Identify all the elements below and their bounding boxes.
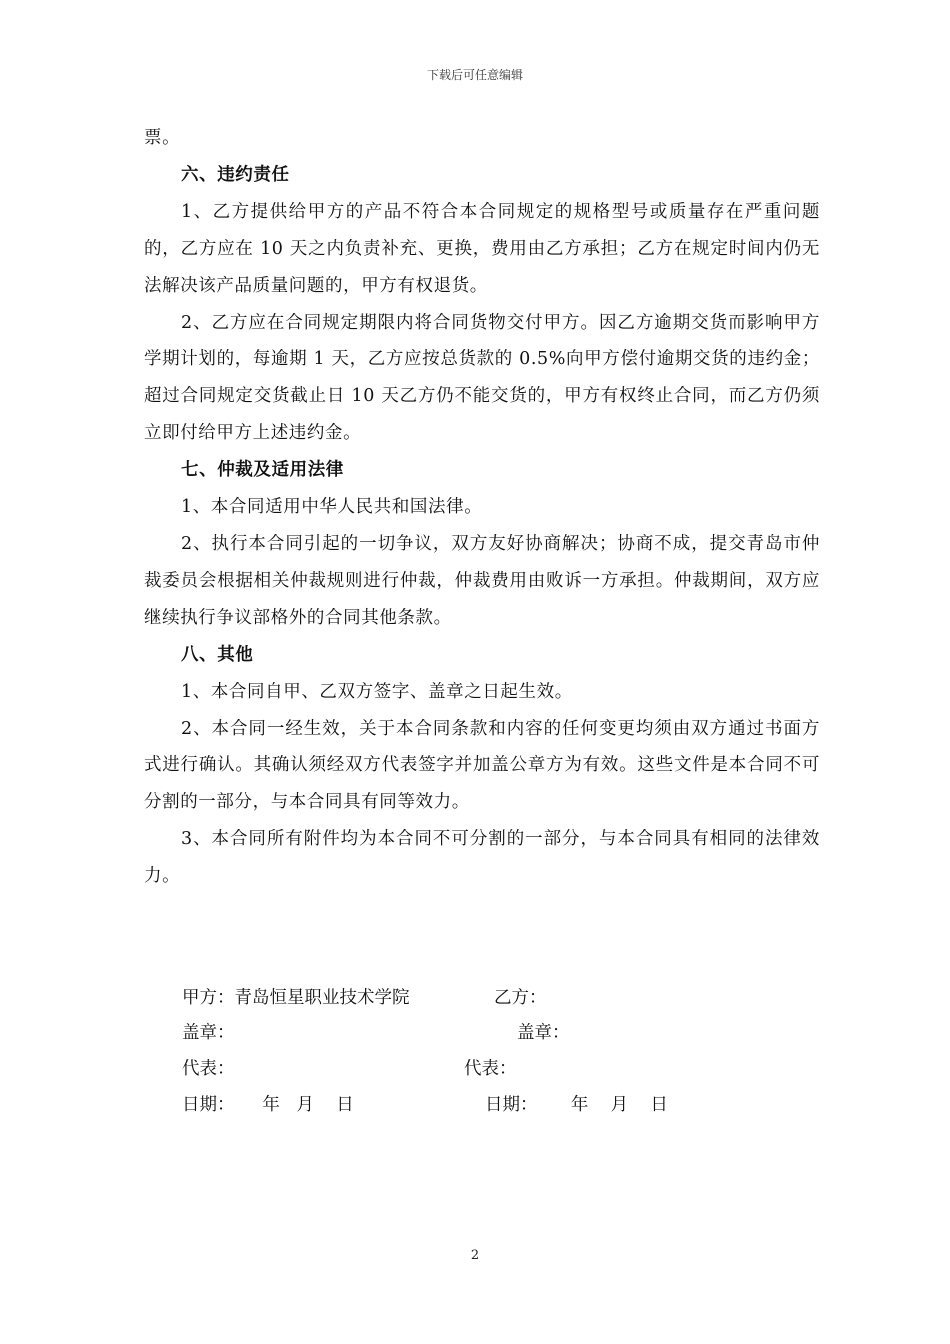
party-b-date: 日期： 年 月 日 — [485, 1095, 668, 1115]
contract-body — [144, 120, 820, 895]
party-a-label: 甲方：青岛恒星职业技术学院 — [182, 988, 410, 1008]
paragraph: 票。 — [144, 128, 181, 148]
section-heading: 八、其他 — [181, 644, 254, 665]
section-heading: 七、仲裁及适用法律 — [181, 460, 344, 481]
party-a-representative: 代表： — [182, 1059, 235, 1079]
page-number: 2 — [470, 1248, 480, 1263]
paragraph: 3、本合同所有附件均为本合同不可分割的一部分，与本合同具有相同的法律效力。 — [144, 829, 820, 887]
paragraph: 1、本合同自甲、乙双方签字、盖章之日起生效。 — [181, 681, 573, 702]
party-a-date: 日期： 年 月 日 — [182, 1095, 354, 1115]
party-b-representative: 代表： — [464, 1059, 517, 1079]
paragraph: 2、执行本合同引起的一切争议，双方友好协商解决；协商不成，提交青岛市仲裁委员会根据相关仲裁规则进行仲裁，仲裁费用由败诉一方承担。仲裁期间，双方应继续执行争议部格外的合同其他条款。 — [144, 533, 820, 628]
paragraph: 1、乙方提供给甲方的产品不符合本合同规定的规格型号或质量存在严重问题的，乙方应在 10 天之内负责补充、更换，费用由乙方承担；乙方在规定时间内仍无法解决该产品质量问题的，甲方有权退货。 — [144, 201, 820, 296]
party-a-seal: 盖章： — [182, 1023, 235, 1043]
section-heading: 六、违约责任 — [181, 164, 290, 185]
party-b-label: 乙方： — [494, 988, 547, 1008]
paragraph: 1、本合同适用中华人民共和国法律。 — [181, 497, 483, 518]
party-b-seal: 盖章： — [517, 1023, 570, 1043]
paragraph: 2、本合同一经生效，关于本合同条款和内容的任何变更均须由双方通过书面方式进行确认。其确认须经双方代表签字并加盖公章方为有效。这些文件是本合同不可分割的一部分，与本合同具有同等效力。 — [144, 718, 820, 813]
page-header: 下载后可任意编辑 — [426, 68, 523, 82]
paragraph: 2、乙方应在合同规定期限内将合同货物交付甲方。因乙方逾期交货而影响甲方学期计划的，每逾期 1 天，乙方应按总货款的 0.5%向甲方偿付逾期交货的违约金；超过合同规定交货截止日 10 天乙方仍不能交货的，甲方有权终止合同，而乙方仍须立即付给甲方上述违约金。 — [144, 312, 820, 444]
